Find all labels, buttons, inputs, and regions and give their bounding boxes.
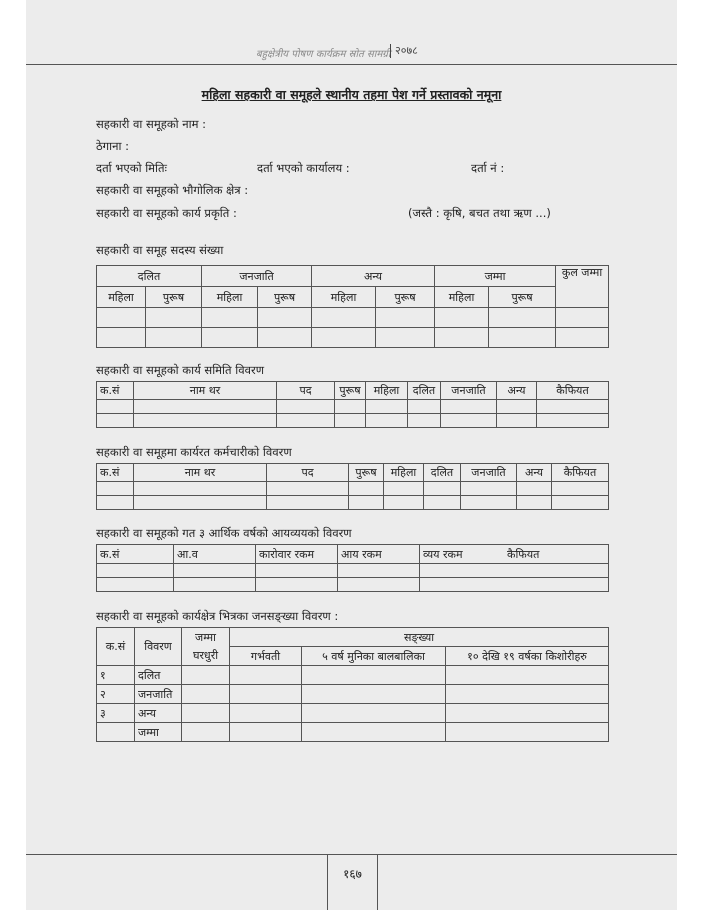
finance-remarks-header: कैफियत [507, 548, 540, 561]
col-header: विवरण [135, 628, 182, 666]
male-header: पुरूष [489, 287, 556, 308]
members-section-title: सहकारी वा समूह सदस्य संख्या [96, 243, 224, 257]
col-header: क.सं [97, 545, 174, 564]
col-header: महिला [384, 464, 424, 482]
staff-section-title: सहकारी वा समूहमा कार्यरत कर्मचारीको विवरण [96, 445, 292, 459]
table-row [97, 496, 609, 510]
staff-table [96, 463, 609, 510]
row-desc: जनजाति [135, 685, 182, 704]
running-title: बहुक्षेत्रीय पोषण कार्यक्रम स्रोत सामग्री [256, 49, 391, 60]
col-header: क.सं [97, 464, 134, 482]
col-header: पद [267, 464, 349, 482]
col-header: नाम थर [134, 382, 277, 400]
field-registration-date: दर्ता भएको मितिः [96, 161, 167, 175]
male-header: पुरूष [376, 287, 435, 308]
field-geographic-area: सहकारी वा समूहको भौगोलिक क्षेत्र : [96, 183, 249, 197]
table-row [97, 666, 609, 685]
members-table [96, 265, 609, 348]
col-header: कैफियत [537, 382, 609, 400]
col-header: नाम थर [134, 464, 267, 482]
col-header: क.सं [97, 382, 134, 400]
female-header: महिला [435, 287, 489, 308]
col-header: जम्मा [182, 628, 230, 647]
col-header: व्यय रकम [420, 545, 609, 564]
members-group-header: जम्मा [435, 266, 556, 287]
members-group-header: दलित [97, 266, 202, 287]
table-row [97, 414, 609, 428]
running-header [26, 44, 677, 65]
committee-table [96, 381, 609, 428]
col-header: आ.व [174, 545, 256, 564]
field-name: सहकारी वा समूहको नाम : [96, 117, 207, 131]
members-group-header: जनजाति [202, 266, 312, 287]
table-row [97, 328, 609, 348]
col-header: अन्य [497, 382, 537, 400]
table-row [97, 400, 609, 414]
col-header: आय रकम [338, 545, 420, 564]
page-number: १६७ [327, 854, 378, 910]
table-row [97, 578, 609, 592]
field-registration-office: दर्ता भएको कार्यालय : [257, 161, 350, 175]
col-header: पद [277, 382, 335, 400]
field-registration-number: दर्ता नं : [471, 161, 505, 175]
col-header: सङ्ख्या [230, 628, 609, 647]
col-header: जनजाति [441, 382, 497, 400]
document-page [26, 0, 677, 910]
col-header: १० देखि १९ वर्षका किशोरीहरु [446, 647, 609, 666]
female-header: महिला [97, 287, 146, 308]
field-work-nature-example: (जस्तै : कृषि, बचत तथा ऋण ...) [408, 206, 551, 220]
female-header: महिला [202, 287, 258, 308]
row-desc: जम्मा [135, 723, 182, 742]
row-sn [97, 723, 135, 742]
male-header: पुरूष [146, 287, 202, 308]
female-header: महिला [312, 287, 376, 308]
table-row [97, 564, 609, 578]
table-row [97, 704, 609, 723]
row-sn: १ [97, 666, 135, 685]
row-sn: २ [97, 685, 135, 704]
table-row [97, 482, 609, 496]
finance-section-title: सहकारी वा समूहको गत ३ आर्थिक वर्षको आयव्ययको विवरण [96, 526, 352, 540]
col-header: कारोवार रकम [256, 545, 338, 564]
col-header: अन्य [517, 464, 552, 482]
table-row [97, 308, 609, 328]
page-title: महिला सहकारी वा समूहले स्थानीय तहमा पेश गर्ने प्रस्तावको नमूना [201, 87, 502, 102]
male-header: पुरूष [258, 287, 312, 308]
col-header: जनजाति [461, 464, 517, 482]
table-row [97, 685, 609, 704]
col-header: गर्भवती [230, 647, 302, 666]
committee-section-title: सहकारी वा समूहको कार्य समिति विवरण [96, 363, 265, 377]
field-address: ठेगाना : [96, 139, 130, 153]
col-header: महिला [366, 382, 408, 400]
col-header: दलित [424, 464, 461, 482]
col-header: क.सं [97, 628, 135, 666]
col-header: कैफियत [552, 464, 609, 482]
table-row [97, 723, 609, 742]
running-year: २०७८ [390, 44, 418, 58]
field-work-nature: सहकारी वा समूहको कार्य प्रकृति : [96, 206, 237, 220]
population-table [96, 627, 609, 742]
col-header: दलित [408, 382, 441, 400]
col-header: घरधुरी [182, 647, 230, 666]
row-desc: दलित [135, 666, 182, 685]
col-header: पुरूष [335, 382, 366, 400]
row-sn: ३ [97, 704, 135, 723]
row-desc: अन्य [135, 704, 182, 723]
members-total-header: कुल जम्मा [556, 266, 609, 308]
col-header: ५ वर्ष मुनिका बालबालिका [302, 647, 446, 666]
population-section-title: सहकारी वा समूहको कार्यक्षेत्र भित्रका जनसङ्ख्या विवरण : [96, 609, 339, 623]
members-group-header: अन्य [312, 266, 435, 287]
col-header: पुरूष [349, 464, 384, 482]
